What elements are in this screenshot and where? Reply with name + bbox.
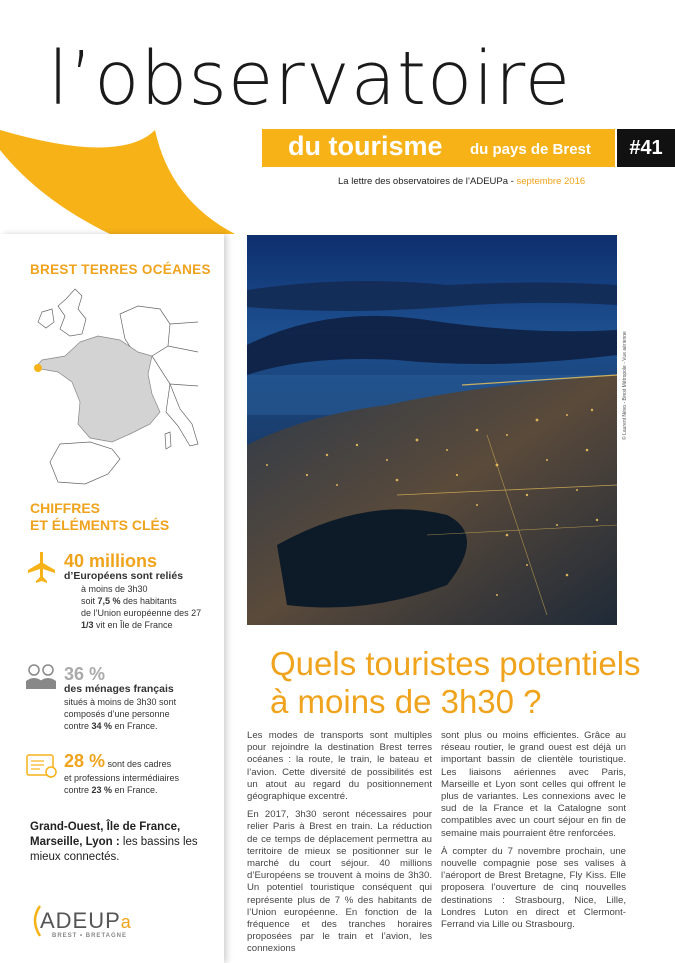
col2-paragraph-1: sont plus ou moins efficientes. Grâce au réseau routier, le grand ouest est déjà un important bassin de clientèle touristique. Les liaisons aériennes avec Paris, Marseille et Lyon sont celles qui offrent le plus de variantes. Les connexions avec le sud de la France et la Catalogne sont compatibles avec un court séjour en fin de semaine mais pourraient être renforcées. [441,730,626,839]
publication-date: septembre 2016 [516,176,586,187]
stat1-value: 40 millions [64,551,158,571]
stat2-line3-value: 34 % [91,721,113,731]
connected-basins-bold: Grand-Ouest, Île de France, Marseille, Lyon : [30,821,181,848]
col1-paragraph-2: En 2017, 3h30 seront nécessaires pour relier Paris à Brest en train. La réduction de ce temps de déplacement permettra au territoire de mieux se positionner sur le marché du court séjour. 40 millions d’Européens se trouvent à moins de 3h30. Un potentiel touristique conséquent qui représente plus de 7 % des habitants de l’Union européenne. En fonction de la fréquence et des tranches horaires proposées par le train et l’avion, les connexions [247,809,432,955]
stat3-line2-value: 23 % [91,785,113,795]
stat1-line1: à moins de 3h30 [81,584,148,594]
logo-text-a: a [120,912,132,932]
stat2-details [64,696,214,732]
stat1-details [81,583,221,631]
headline-line2: à moins de 3h30 ? [270,683,542,720]
logo-text [40,908,132,934]
col2-paragraph-2: À compter du 7 novembre prochain, une nouvelle compagnie pose ses valises à l’aéroport de Brest Bretagne, Fly Kiss. Elle proposera l’ouverture de cinq nouvelles destinations : Strasbourg, Nice, Lille, Londres Luton en direct et Clermont-Ferrand via Lille ou Strasbourg. [441,845,626,931]
stat3-line1: et professions intermédiaires [64,773,180,783]
stat1-line4 [81,619,221,631]
stat3-line2-post: en France. [112,785,158,795]
article-headline [270,645,641,721]
key-figures-title-line2: ET ÉLÉMENTS CLÉS [30,517,170,533]
stat1-line2-pre: soit [81,596,98,606]
logo-subtitle: BREST • BRETAGNE [52,933,127,939]
connected-basins-note [30,820,210,865]
stat3-line2-pre: contre [64,785,92,795]
subtitle-small: du pays de Brest [470,141,591,158]
stat3-headline [64,751,171,772]
europe-map [20,284,200,489]
col1-paragraph-1: Les modes de transports sont multiples pour rejoindre la destination Brest terres océanes : la route, le train, le bateau et l’avion. Cette diversité de possibilités est un atout au regard du positionnement géographique excentré. [247,730,432,803]
id-card-icon [24,752,58,780]
stat2-line3-pre: contre [64,721,92,731]
people-icon [24,663,58,691]
airplane-icon [26,550,56,584]
stat2-line3 [64,720,214,732]
stat1-line3: de l’Union européenne des 27 [81,608,202,618]
stat3-details [64,772,214,796]
stat1-line4-post: vit en Île de France [93,620,173,630]
subtitle-main: du tourisme [288,131,443,161]
stat1-line2 [81,595,221,607]
issue-number: #41 [617,129,675,167]
photo-credit: © Laurent Névo - Brest Métropole - Vue aérienne [622,331,628,440]
headline-line1: Quels touristes potentiels [270,645,641,682]
stat1-line2-post: des habitants [120,596,177,606]
article-column-2 [441,730,626,937]
article-column-1 [247,730,432,962]
key-figures-title [30,500,169,534]
publication-title: l’observatoire [48,36,572,122]
tagline-text: La lettre des observatoires de l’ADEUPa - [338,176,514,187]
key-figures-title-line1: CHIFFRES [30,500,100,516]
stat3-line2 [64,784,214,796]
tagline [338,176,585,187]
connected-basins-text: les bassins les mieux connectés. [30,836,198,863]
stat1-line4-value: 1/3 [81,620,94,630]
stat2-value: 36 % [64,664,106,684]
map-title: BREST TERRES OCÉANES [30,262,211,277]
stat3-label: sont des cadres [105,759,172,769]
stat2-line1: situés à moins de 3h30 sont [64,697,177,707]
stat2-line2: composés d’une personne [64,709,170,719]
stat2-line3-post: en France. [112,721,158,731]
stat1-label: d’Européens sont reliés [64,570,184,582]
stat2-label: des ménages français [64,683,174,695]
stat1-line2-value: 7,5 % [97,596,121,606]
stat3-value: 28 % [64,751,106,771]
logo-text-main: ADEUP [40,908,121,933]
aerial-city-photo [247,235,617,625]
